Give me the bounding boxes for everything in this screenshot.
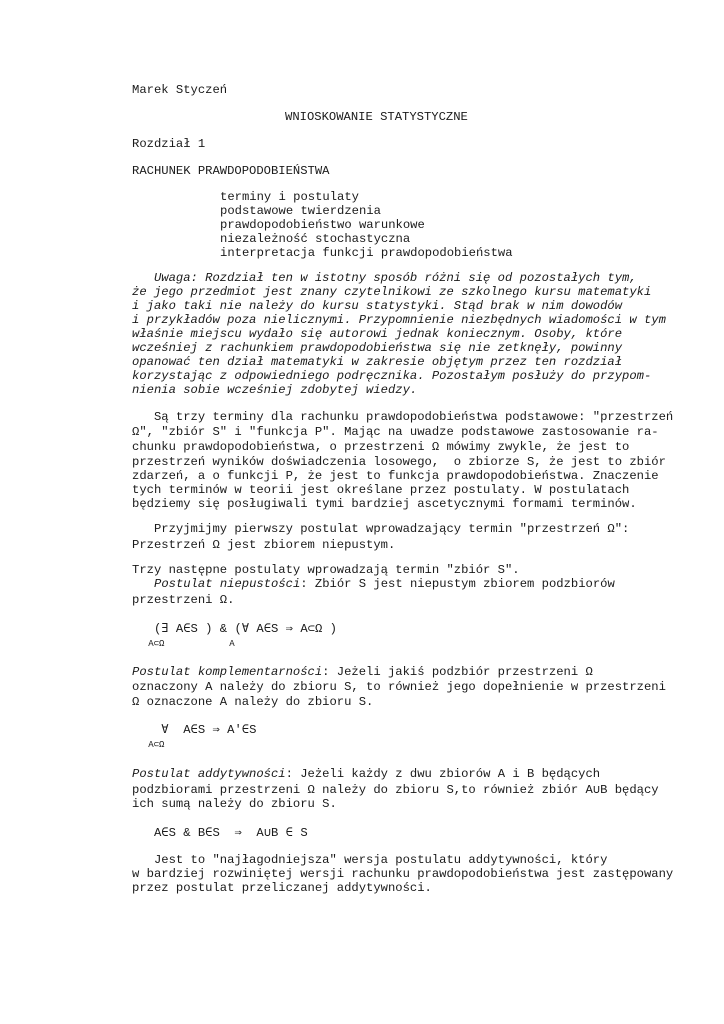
intro-line: zdarzeń, a o funkcji P, że jest to funkcja prawdopodobieństwa. Znaczenie: [132, 469, 659, 483]
note-line: i przykładów poza nielicznymi. Przypomnienie niezbędnych wiadomości w tym: [132, 313, 666, 327]
postulate-additivity-line: ich sumą należy do zbioru S.: [132, 797, 337, 811]
intro-line: tych terminów w teorii jest określane przez postulaty. W postulatach: [132, 483, 630, 497]
author: Marek Styczeń: [132, 83, 228, 97]
postulate-additivity-name: Postulat addytywności: [132, 767, 286, 781]
note-line: że jego przedmiot jest znany czytelnikowi ze szkolnego kursu matematyki: [132, 285, 652, 299]
formula-complement: ∀ A∈S ⇒ A'∈S: [132, 723, 257, 737]
formula-complement-subscript: A⊂Ω: [132, 740, 165, 750]
postulate-complement-name: Postulat komplementarności: [132, 665, 323, 679]
postulate-nonempty-cont: przestrzeni Ω.: [132, 593, 235, 607]
closing-line: Jest to "najłagodniejsza" wersja postulatu addytywności, który: [132, 853, 608, 867]
postulate-complement-line: Ω oznaczone A należy do zbioru S.: [132, 695, 374, 709]
postulate1-line: Przyjmijmy pierwszy postulat wprowadzający termin "przestrzeń Ω":: [132, 522, 630, 536]
postulate-additivity: [132, 767, 600, 781]
toc-item: interpretacja funkcji prawdopodobieństwa: [220, 246, 513, 260]
postulate-complement-text: : Jeżeli jakiś podzbiór przestrzeni Ω: [322, 665, 593, 679]
postulate-nonempty: [154, 577, 615, 591]
intro-line: będziemy się posługiwali tymi bardziej ascetycznymi formami terminów.: [132, 497, 637, 511]
closing-line: przez postulat przeliczanej addytywności.: [132, 881, 432, 895]
note-line: opanować ten dział matematyki w zakresie objętym przez ten rozdział: [132, 355, 623, 369]
note-line: wcześniej z rachunkiem prawdopodobieństwa się nie zetknęły, powinny: [132, 341, 623, 355]
note-line: właśnie miejscu wydało się autorowi jednak koniecznym. Osoby, które: [132, 327, 623, 341]
document-title: WNIOSKOWANIE STATYSTYCZNE: [285, 110, 468, 124]
postulate-nonempty-name: Postulat niepustości: [154, 577, 301, 591]
formula-nonempty-subscript: A⊂Ω A: [132, 639, 235, 649]
note-line: korzystając z odpowiedniego podręcznika. Pozostałym posłuży do przypom-: [132, 369, 652, 383]
postulate-nonempty-text: : Zbiór S jest niepustym zbiorem podzbiorów: [300, 577, 615, 591]
intro-line: Ω", "zbiór S" i "funkcja P". Mając na uwadze podstawowe zastosowanie ra-: [132, 425, 659, 439]
formula-additivity: A∈S & B∈S ⇒ A∪B ∈ S: [132, 826, 308, 840]
toc-item: niezależność stochastyczna: [220, 232, 411, 246]
closing-line: w bardziej rozwiniętej wersji rachunku prawdopodobieństwa jest zastępowany: [132, 867, 674, 881]
toc-item: prawdopodobieństwo warunkowe: [220, 218, 425, 232]
intro-line: przestrzeń wyników doświadczenia losowego, o zbiorze S, że jest to zbiór: [132, 455, 666, 469]
formula-nonempty: (∃ A∈S ) & (∀ A∈S ⇒ A⊂Ω ): [132, 622, 337, 636]
postulate-complement-line: oznaczony A należy do zbioru S, to również jego dopełnienie w przestrzeni: [132, 680, 666, 694]
postulate-complement: [132, 665, 593, 679]
toc-item: podstawowe twierdzenia: [220, 204, 381, 218]
chapter-number: Rozdział 1: [132, 137, 206, 151]
note-line: Uwaga: Rozdział ten w istotny sposób różni się od pozostałych tym,: [132, 271, 637, 285]
note-line: nienia sobie wcześniej zdobytej wiedzy.: [132, 383, 418, 397]
toc-item: terminy i postulaty: [220, 190, 359, 204]
intro-line: chunku prawdopodobieństwa, o przestrzeni Ω mówimy zwykle, że jest to: [132, 440, 630, 454]
postulate-additivity-text: : Jeżeli każdy z dwu zbiorów A i B będących: [285, 767, 601, 781]
chapter-title: RACHUNEK PRAWDOPODOBIEŃSTWA: [132, 164, 330, 178]
postulates-intro: Trzy następne postulaty wprowadzają termin "zbiór S".: [132, 563, 520, 577]
postulate1-line: Przestrzeń Ω jest zbiorem niepustym.: [132, 538, 396, 552]
note-line: i jako taki nie należy do kursu statystyki. Stąd brak w nim dowodów: [132, 299, 623, 313]
postulate-additivity-line: podzbiorami przestrzeni Ω należy do zbioru S,to również zbiór A∪B będący: [132, 783, 659, 797]
intro-line: Są trzy terminy dla rachunku prawdopodobieństwa podstawowe: "przestrzeń: [132, 410, 674, 424]
